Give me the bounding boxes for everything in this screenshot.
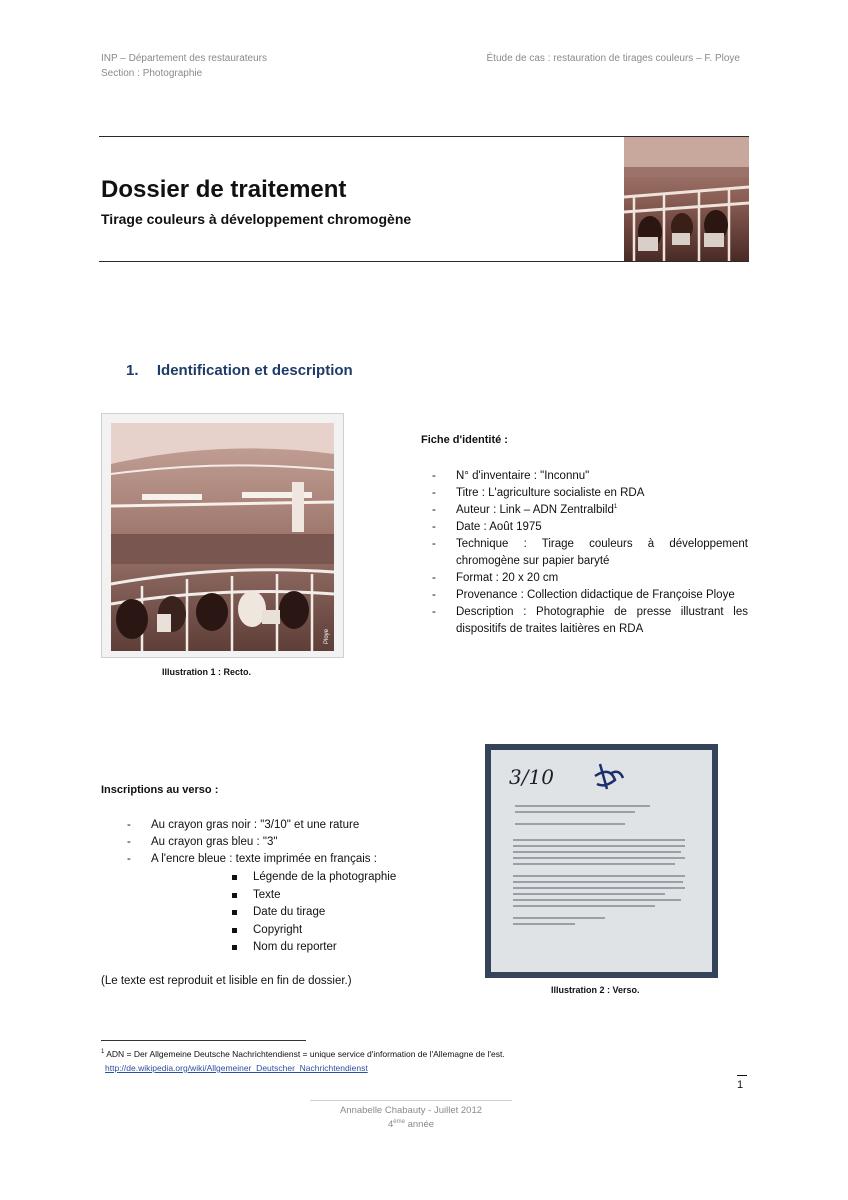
fiche-item-inventory: - N° d'inventaire : "Inconnu" bbox=[430, 468, 748, 485]
fiche-item-provenance: - Provenance : Collection didactique de Françoise Ploye bbox=[430, 587, 748, 604]
recto-stamp: Ploye bbox=[324, 628, 330, 644]
footnote bbox=[101, 1047, 741, 1075]
fiche-item-format: - Format : 20 x 20 cm bbox=[430, 570, 748, 587]
header-section: Section : Photographie bbox=[101, 68, 203, 79]
verso-item-blue-pencil: - Au crayon gras bleu : "3" bbox=[125, 834, 445, 851]
fiche-list bbox=[430, 468, 748, 638]
verso-list bbox=[125, 817, 445, 868]
page-number-bar bbox=[737, 1075, 747, 1076]
verso-item-blue-ink: - A l'encre bleue : texte imprimée en français : bbox=[125, 851, 445, 868]
footnote-link[interactable]: http://de.wikipedia.org/wiki/Allgemeiner_Deutscher_Nachrichtendienst bbox=[105, 1063, 368, 1073]
page-number: 1 bbox=[737, 1079, 744, 1091]
section-heading bbox=[126, 362, 353, 379]
section-number: 1. bbox=[126, 362, 139, 379]
fiche-item-author: - Auteur : Link – ADN Zentralbild$^1$ bbox=[430, 502, 748, 519]
footer-author-date: Annabelle Chabauty - Juillet 2012 bbox=[339, 1105, 483, 1116]
verso-subitem-reporter: Nom du reporter bbox=[229, 939, 449, 957]
recto-photo-image bbox=[102, 414, 344, 658]
footer-year-word: année bbox=[407, 1119, 435, 1130]
footnote-number: 1 bbox=[101, 1049, 105, 1056]
verso-subitem-text: Texte bbox=[229, 887, 449, 905]
verso-photo-image bbox=[485, 744, 718, 978]
header-right bbox=[487, 51, 740, 66]
header-left bbox=[101, 51, 267, 81]
verso-subitem-copyright: Copyright bbox=[229, 922, 449, 940]
title-bottom-rule bbox=[99, 261, 749, 262]
footnote-rule bbox=[101, 1040, 306, 1041]
header-photo-image bbox=[624, 137, 749, 261]
section-title: Identification et description bbox=[156, 362, 353, 379]
document-title: Dossier de traitement bbox=[101, 176, 347, 203]
header-case-study: Étude de cas : restauration de tirages couleurs – F. Ploye bbox=[486, 53, 740, 64]
document-subtitle: Tirage couleurs à développement chromogène bbox=[101, 211, 412, 227]
footnote-text: ADN = Der Allgemeine Deutsche Nachrichtendienst = unique service d'information de l'Allemagne de l'est. bbox=[106, 1049, 505, 1059]
verso-handwriting: 3/10 bbox=[509, 765, 554, 789]
fiche-item-title: - Titre : L'agriculture socialiste en RDA bbox=[430, 485, 748, 502]
verso-note: (Le texte est reproduit et lisible en fin de dossier.) bbox=[101, 975, 352, 987]
verso-title: Inscriptions au verso : bbox=[101, 784, 219, 796]
fiche-item-technique: - Technique : Tirage couleurs à développement chromogène sur papier baryté bbox=[430, 536, 748, 570]
header-photo bbox=[624, 137, 749, 261]
header-institution: INP – Département des restaurateurs bbox=[101, 53, 268, 64]
fiche-item-description: - Description : Photographie de presse illustrant les dispositifs de traites laitières en RDA bbox=[430, 604, 748, 638]
footer-year-sup: ème bbox=[393, 1118, 405, 1125]
footnote-ref: 1 bbox=[613, 504, 618, 511]
verso-subitem-legend: Légende de la photographie bbox=[229, 869, 449, 887]
caption-verso: Illustration 2 : Verso. bbox=[551, 985, 640, 995]
caption-recto: Illustration 1 : Recto. bbox=[162, 667, 252, 677]
illustration-verso bbox=[485, 744, 718, 978]
footer-year-number: 4 bbox=[387, 1119, 394, 1130]
verso-subitem-date: Date du tirage bbox=[229, 904, 449, 922]
verso-item-black-pencil: - Au crayon gras noir : "3/10" et une rature bbox=[125, 817, 445, 834]
verso-sublist bbox=[229, 869, 449, 957]
footer-rule bbox=[310, 1100, 512, 1101]
fiche-item-date: - Date : Août 1975 bbox=[430, 519, 748, 536]
footnote-text-line bbox=[101, 1047, 741, 1061]
fiche-title: Fiche d'identité : bbox=[421, 434, 508, 446]
illustration-recto bbox=[101, 413, 344, 658]
footer-year bbox=[310, 1119, 512, 1130]
